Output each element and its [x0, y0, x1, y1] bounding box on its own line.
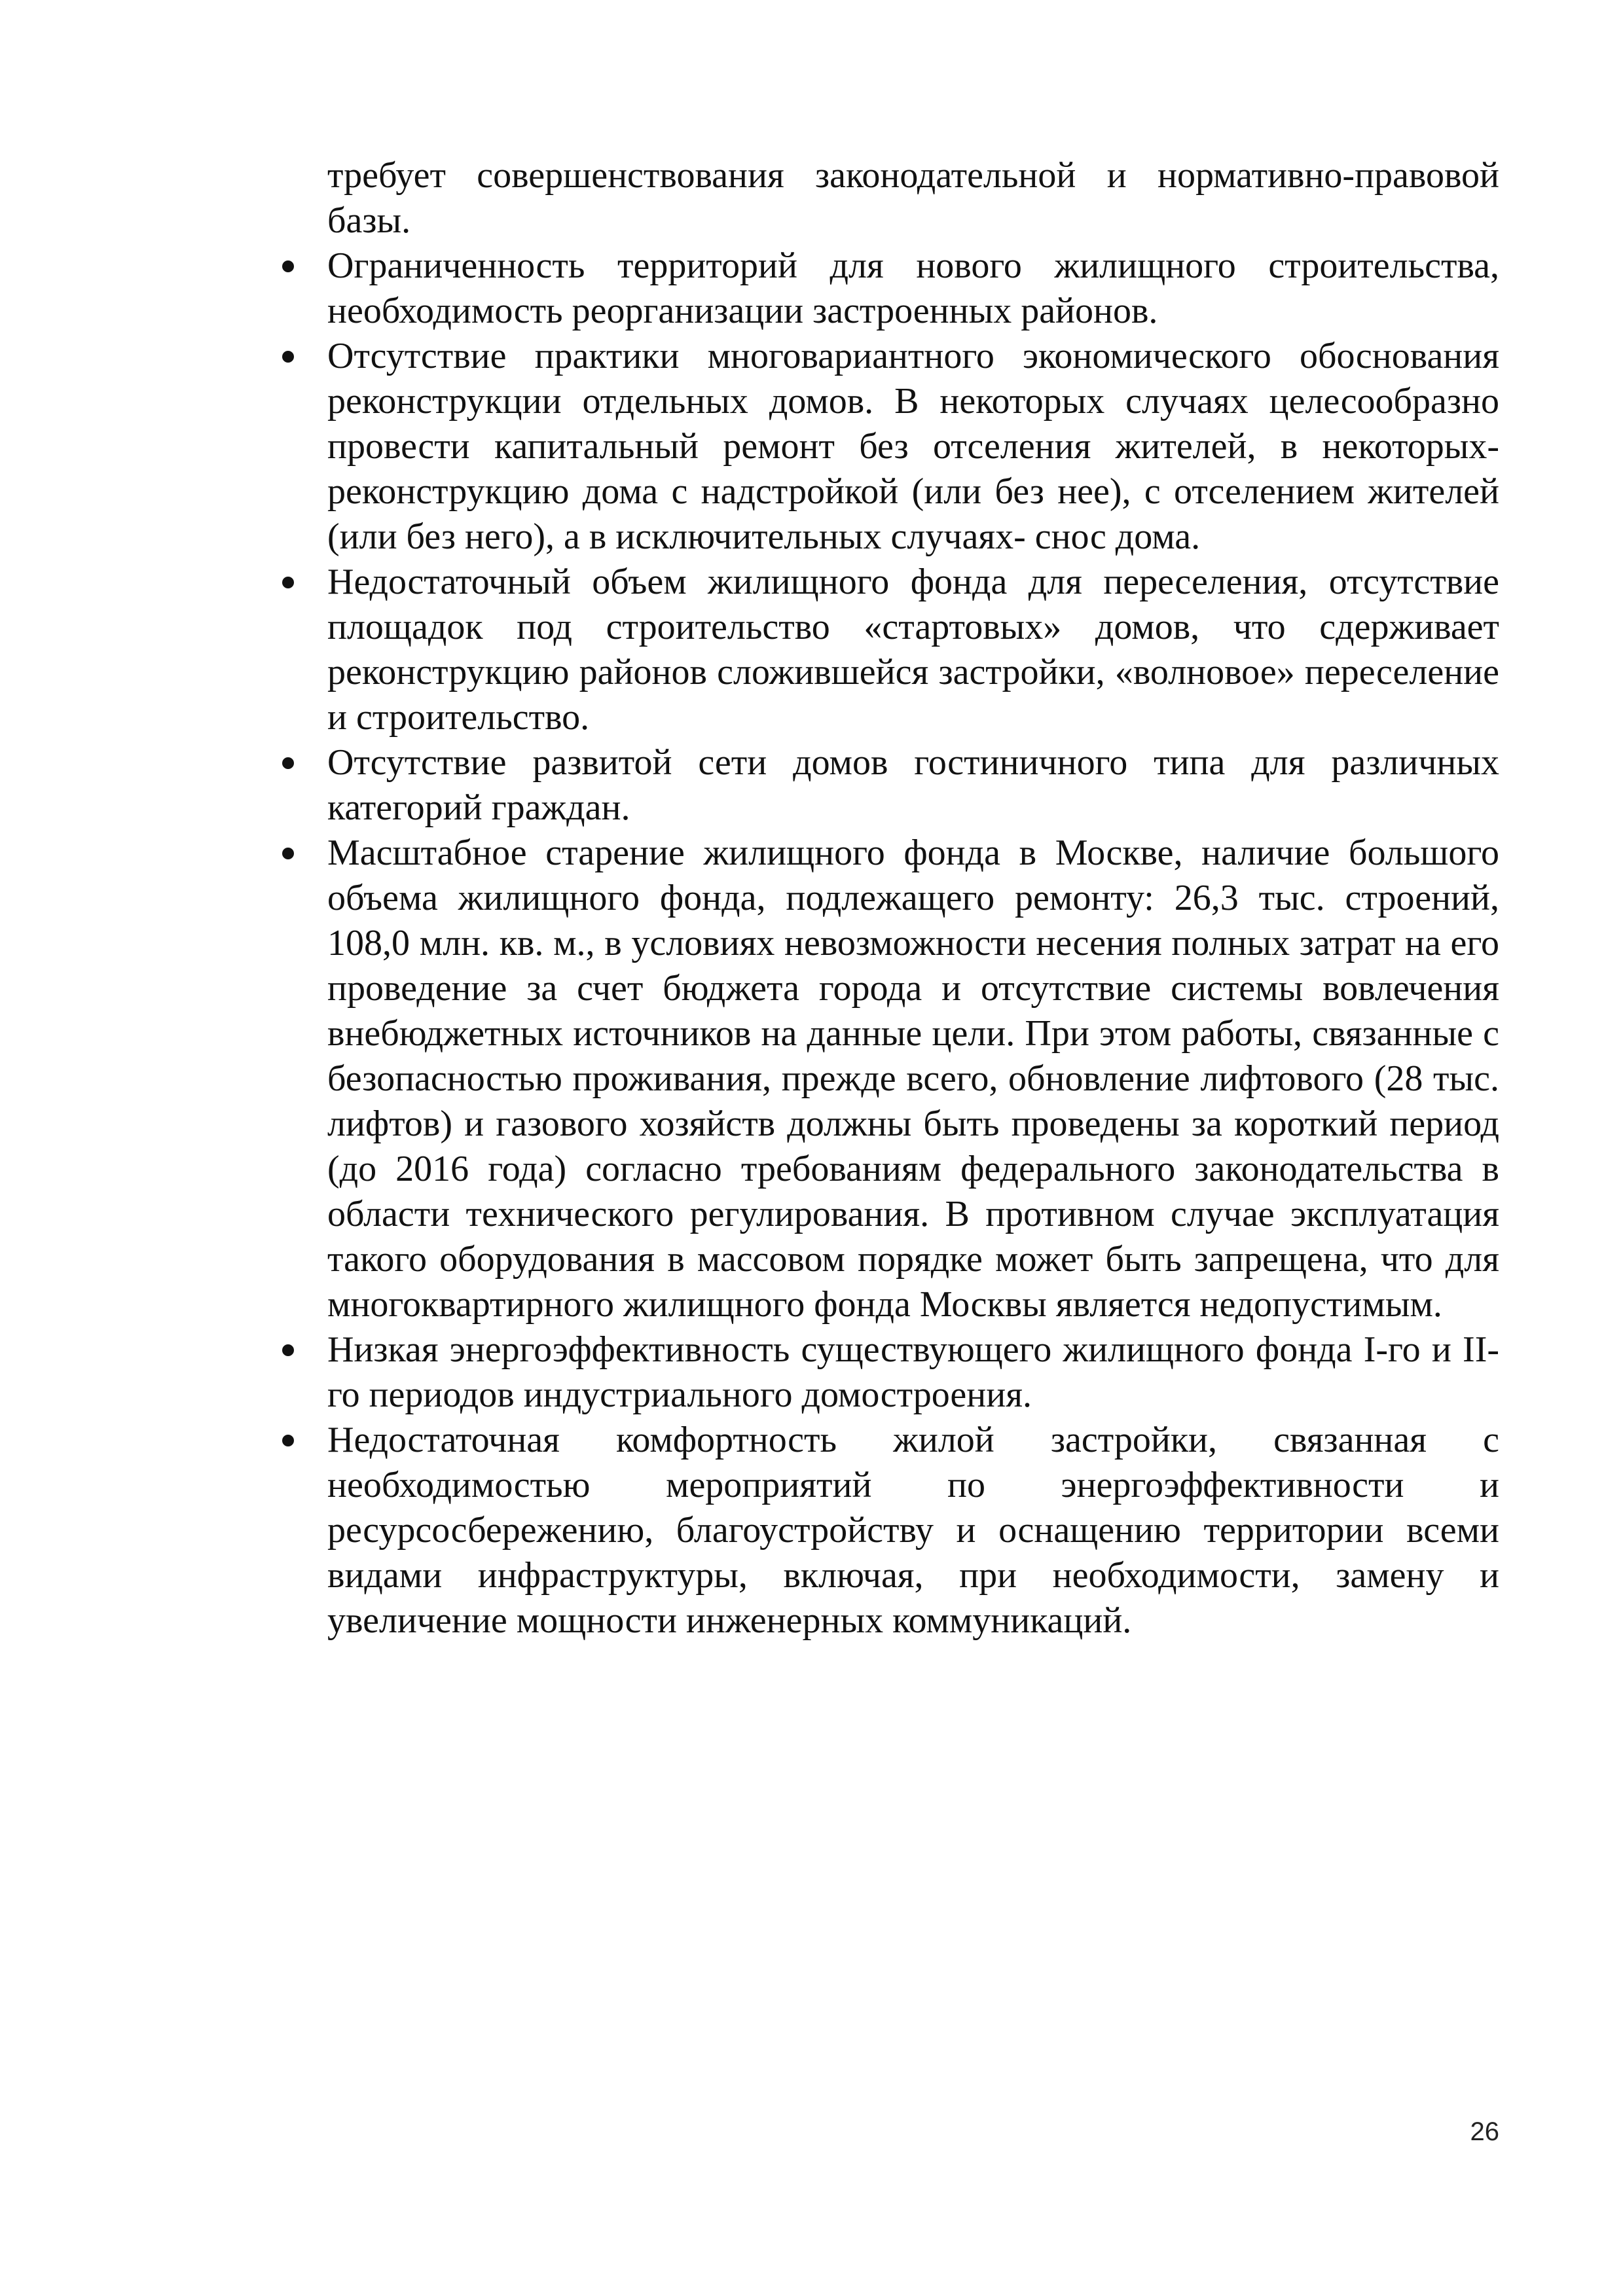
list-item-text: Недостаточная комфортность жилой застройки, связанная с необходимостью мероприятий по энергоэффективности и ресурсосбережению, благоустройству и оснащению территории всеми видами инфраструктуры, включая, при необходимости, замену и увеличение мощности инженерных коммуникаций. [327, 1420, 1499, 1641]
continuation-paragraph: требует совершенствования законодательной и нормативно-правовой базы. [327, 155, 1499, 241]
bullet-icon [282, 1435, 294, 1446]
page-content [327, 153, 1499, 1643]
bullet-icon [282, 1344, 294, 1356]
list-item [327, 831, 1499, 1327]
list-item-text: Низкая энергоэффективность существующего жилищного фонда I-го и II-го периодов индустриального домостроения. [327, 1329, 1499, 1415]
list-item-text: Недостаточный объем жилищного фонда для переселения, отсутствие площадок под строительство «стартовых» домов, что сдерживает реконструкцию районов сложившейся застройки, «волновое» переселение и строительство. [327, 562, 1499, 738]
list-item-text: Отсутствие развитой сети домов гостиничного типа для различных категорий граждан. [327, 742, 1499, 828]
list-item [327, 740, 1499, 831]
list-item-text: Ограниченность территорий для нового жилищного строительства, необходимость реорганизации застроенных районов. [327, 245, 1499, 331]
page-number: 26 [1470, 2117, 1499, 2146]
bullet-icon [282, 848, 294, 859]
bullet-icon [282, 577, 294, 588]
problems-list [327, 243, 1499, 1643]
list-item [327, 243, 1499, 334]
list-item [327, 560, 1499, 740]
list-item-text: Отсутствие практики многовариантного экономического обоснования реконструкции отдельных домов. В некоторых случаях целесообразно провести капитальный ремонт без отселения жителей, в некоторых-реконструкцию дома с надстройкой (или без нее), с отселением жителей (или без него), а в исключительных случаях- снос дома. [327, 336, 1499, 557]
list-item [327, 1418, 1499, 1643]
list-item [327, 334, 1499, 560]
list-item-text: Масштабное старение жилищного фонда в Москве, наличие большого объема жилищного фонда, подлежащего ремонту: 26,3 тыс. строений, 108,0 млн. кв. м., в условиях невозможности несения полных затрат на его проведение за счет бюджета города и отсутствие системы вовлечения внебюджетных источников на данные цели. При этом работы, связанные с безопасностью проживания, прежде всего, обновление лифтового (28 тыс. лифтов) и газового хозяйств должны быть проведены за короткий период (до 2016 года) согласно требованиям федерального законодательства в области технического регулирования. В противном случае эксплуатация такого оборудования в массовом порядке может быть запрещена, что для многоквартирного жилищного фонда Москвы является недопустимым. [327, 833, 1499, 1325]
bullet-icon [282, 260, 294, 272]
list-item [327, 1327, 1499, 1418]
bullet-icon [282, 351, 294, 363]
bullet-icon [282, 757, 294, 769]
